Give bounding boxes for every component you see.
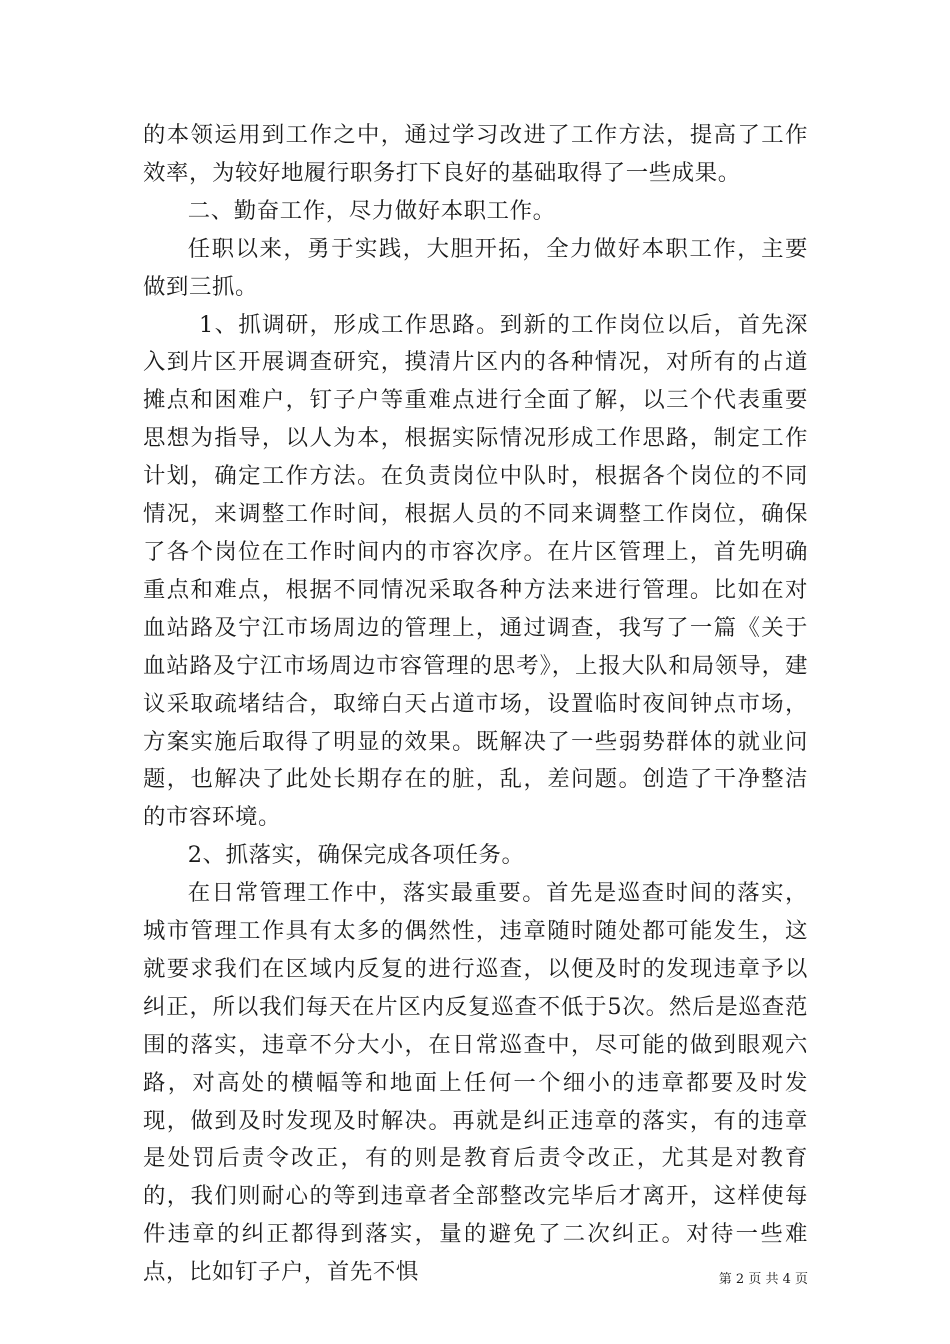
page-number-footer: 第 2 页 共 4 页	[718, 1272, 808, 1287]
document-body	[143, 117, 808, 1292]
section-heading-two: 二、勤奋工作，尽力做好本职工作。	[187, 197, 556, 224]
paragraph-implementation: 在日常管理工作中，落实最重要。首先是巡查时间的落实，城市管理工作具有太多的偶然性，违章随时随处都可能发生，这就要求我们在区域内反复的进行巡查，以便及时的发现违章予以纠正，所以我们每天在片区内反复巡查不低于5次。然后是巡查范围的落实，违章不分大小，在日常巡查中，尽可能的做到眼观六路，对高处的横幅等和地面上任何一个细小的违章都要及时发现，做到及时发现及时解决。再就是纠正违章的落实，有的违章是处罚后责令改正，有的则是教育后责令改正，尤其是对教育的，我们则耐心的等到违章者全部整改完毕后才离开，这样使每件违章的纠正都得到落实，量的避免了二次纠正。对待一些难点，比如钉子户，首先不惧	[143, 880, 808, 1286]
paragraph-item-one: 1、抓调研，形成工作思路。到新的工作岗位以后，首先深入到片区开展调查研究，摸清片区内的各种情况，对所有的占道摊点和困难户，钉子户等重难点进行全面了解，以三个代表重要思想为指导，以人为本，根据实际情况形成工作思路，制定工作计划，确定工作方法。在负责岗位中队时，根据各个岗位的不同情况，来调整工作时间，根据人员的不同来调整工作岗位，确保了各个岗位在工作时间内的市容次序。在片区管理上，首先明确重点和难点，根据不同情况采取各种方法来进行管理。比如在对血站路及宁江市场周边的管理上，通过调查，我写了一篇《关于血站路及宁江市场周边市容管理的思考》，上报大队和局领导，建议采取疏堵结合，取缔白天占道市场，设置临时夜间钟点市场，方案实施后取得了明显的效果。既解决了一些弱势群体的就业问题，也解决了此处长期存在的脏，乱，差问题。创造了干净整洁的市容环境。	[143, 311, 808, 831]
paragraph-intro: 任职以来，勇于实践，大胆开拓，全力做好本职工作，主要做到三抓。	[143, 235, 808, 300]
paragraph-continuation: 的本领运用到工作之中，通过学习改进了工作方法，提高了工作效率，为较好地履行职务打下良好的基础取得了一些成果。	[143, 122, 808, 186]
paragraph-item-two-heading: 2、抓落实，确保完成各项任务。	[187, 842, 525, 869]
